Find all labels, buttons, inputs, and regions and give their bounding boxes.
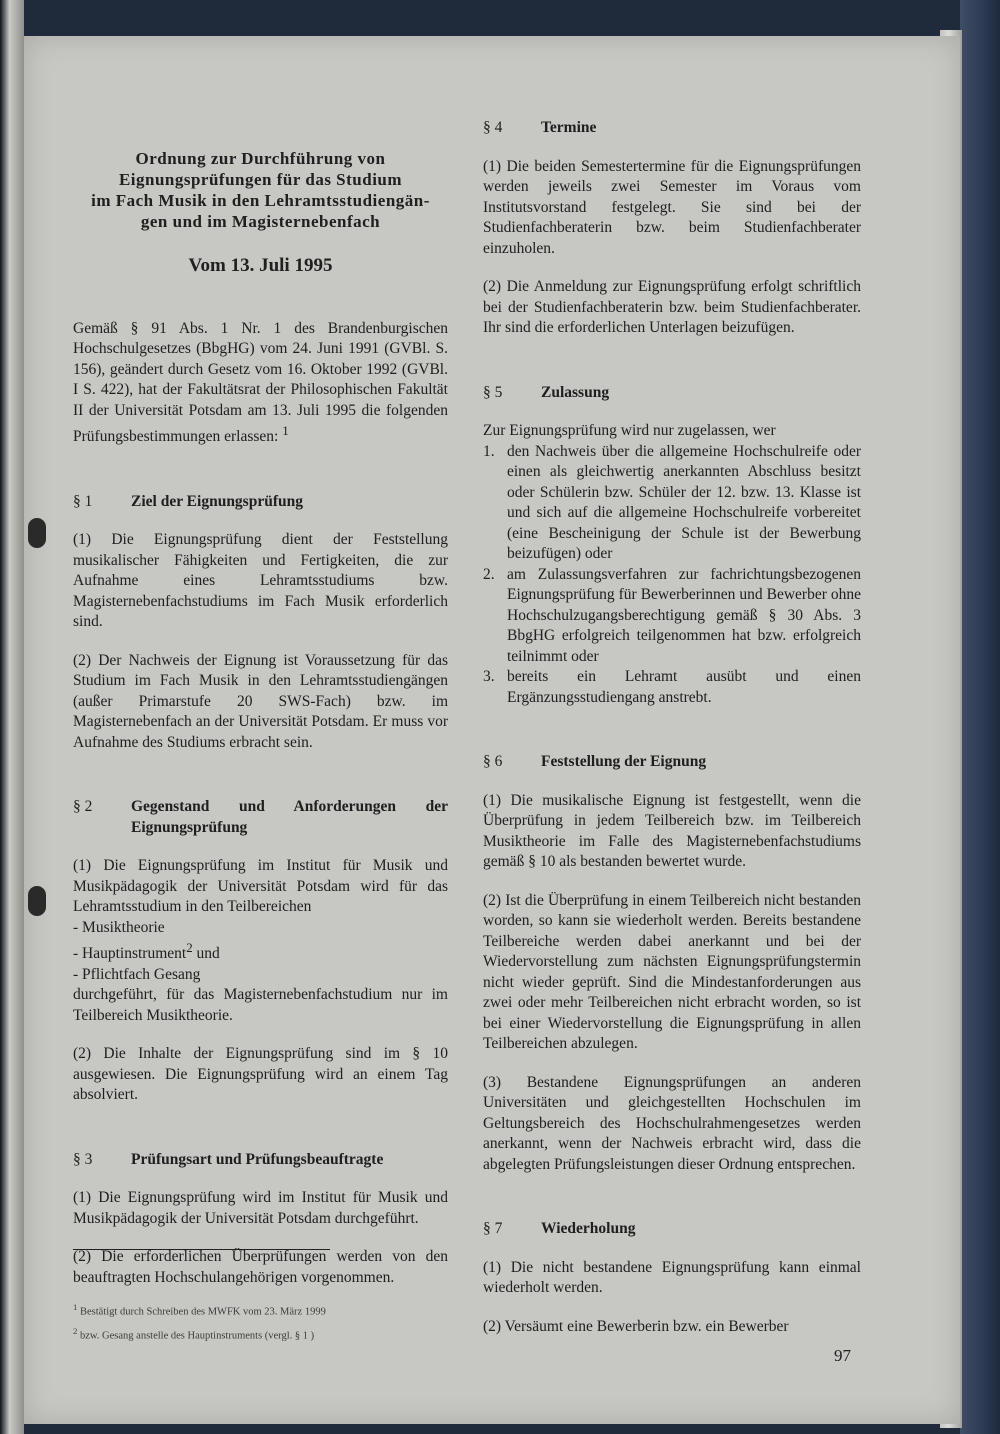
- document-title: [73, 148, 448, 232]
- list-item: [483, 442, 861, 565]
- section-title: Zulassung: [541, 383, 610, 401]
- section-number: § 2: [73, 798, 93, 816]
- footnote: $^2$ bzw. Gesang anstelle des Hauptinstruments (vergl. § 1 ): [73, 1325, 315, 1341]
- book-cover-edge: [960, 0, 1000, 1434]
- paragraph: (3) Bestandene Eignungsprüfungen an anderen Universitäten und gleichgestellten Hochschulen im Geltungsbereich des Hochschulrahmengesetzes werden anerkannt, wenn der Nachweis erbracht wird, dass die abgelegten Prüfungsleistungen dieser Ordnung entsprechen.: [483, 1073, 861, 1173]
- list-number: 1.: [483, 442, 495, 460]
- section-heading-4: [483, 118, 861, 139]
- section-title: Gegenstand und Anforderungen der Eignungsprüfung: [131, 798, 448, 836]
- list-item: [73, 938, 448, 965]
- punch-hole: [28, 886, 46, 916]
- paragraph: (2) Ist die Überprüfung in einem Teilbereich nicht bestanden worden, so kann sie wiederholt werden. Bereits bestandene Teilbereiche werden dabei anerkannt und bei der Wiedervorstellung zum nächsten Eignungsprüfungstermin nicht wieder geprüft. Sind die Mindestanforderungen aus zwei oder mehr Teilbereichen nicht erbracht worden, so ist bei einer Wiedervorstellung die Eignungsprüfung in allen Teilbereichen abzulegen.: [483, 891, 861, 1052]
- punch-hole: [28, 518, 46, 548]
- section-title: Prüfungsart und Prüfungsbeauftragte: [131, 1150, 384, 1168]
- section-heading-3: [73, 1150, 448, 1171]
- paragraph: (1) Die Eignungsprüfung im Institut für Musik und Musikpädagogik der Universität Potsdam wird für das Lehramtsstudium in den Teilbereichen: [73, 857, 448, 916]
- list-number: 3.: [483, 668, 495, 685]
- list-item-text: den Nachweis über die allgemeine Hochschulreife oder einen als gleichwertig anerkannten Abschluss besitzt oder Schülerin bzw. Schüler der 12. bzw. 13. Klasse ist und sich auf die allgemeine Hochschulreife vorbereitet (eine Bescheinigung der Schule ist der Bewerbung beizufügen) oder: [507, 442, 861, 562]
- list-number: 2.: [483, 565, 495, 583]
- title-line: gen und im Magisternebenfach: [140, 212, 381, 231]
- list-item: - Musiktheorie: [73, 918, 165, 936]
- paragraph: (2) Die erforderlichen Überprüfungen werden von den beauftragten Hochschulangehörigen vorgenommen.: [73, 1248, 448, 1286]
- list-item: [483, 565, 861, 668]
- footnote-ref: 2: [186, 940, 193, 956]
- paragraph: (2) Die Anmeldung zur Eignungsprüfung erfolgt schriftlich bei der Studienfachberaterin bzw. beim Studienfachberater. Ihr sind die erforderlichen Unterlagen beizufügen.: [483, 278, 861, 336]
- section-title: Termine: [541, 119, 597, 136]
- section-heading-5: [483, 383, 861, 404]
- section-title: Feststellung der Eignung: [541, 753, 707, 770]
- paragraph: (1) Die Eignungsprüfung dient der Feststellung musikalischer Fähigkeiten und Fertigkeiten, die zur Aufnahme eines Lehramtsstudiums bzw. Magisternebenfachstudiums im Fach Musik erforderlich sind.: [73, 531, 448, 631]
- section-heading-1: [73, 492, 448, 513]
- left-column: [73, 102, 448, 1288]
- admission-list: [483, 442, 861, 709]
- section-number: § 4: [483, 119, 503, 136]
- paragraph: (2) Die Inhalte der Eignungsprüfung sind im § 10 ausgewiesen. Die Eignungsprüfung wird an einem Tag absolviert.: [73, 1045, 448, 1104]
- list-item-text: am Zulassungsverfahren zur fachrichtungsbezogenen Eignungsprüfung für Bewerberinnen und Bewerber ohne Hochschulzugangsberechtigung gemäß § 30 Abs. 3 BbgHG erfolgreich teilgenommen hat bzw. erfolgreich teilnimmt oder: [507, 565, 861, 665]
- paragraph: (1) Die Eignungsprüfung wird im Institut für Musik und Musikpädagogik der Universität Potsdam durchgeführt.: [73, 1189, 448, 1227]
- section-title: Wiederholung: [541, 1220, 636, 1237]
- paragraph: (2) Der Nachweis der Eignung ist Voraussetzung für das Studium im Fach Musik in den Lehramtsstudiengängen (außer Primarstufe 20 SWS-Fach) bzw. im Magisternebenfach an der Universität Potsdam. Er muss vor Aufnahme des Studiums erbracht sein.: [73, 651, 448, 751]
- book-binding-edge: [0, 0, 24, 1434]
- section-number: § 5: [483, 383, 503, 401]
- section-number: § 6: [483, 753, 503, 770]
- footnotes: [73, 1298, 453, 1345]
- list-item-text: - Hauptinstrument: [73, 945, 187, 963]
- preamble: [73, 319, 448, 448]
- footnote: $^1$ Bestätigt durch Schreiben des MWFK vom 23. März 1999: [73, 1302, 326, 1318]
- list-item: [483, 667, 861, 708]
- section-number: § 1: [73, 492, 93, 510]
- footnote-ref: 1: [282, 423, 289, 438]
- preamble-text: Gemäß § 91 Abs. 1 Nr. 1 des Brandenburgischen Hochschulgesetzes (BbgHG) vom 24. Juni 1991 (GVBl. S. 156), geändert durch Gesetz vom 16. Oktober 1992 (GVBl. I S. 422), hat der Fakultätsrat der Philosophischen Fakultät II der Universität Potsdam am 13. Juli 1995 die folgenden Prüfungsbestimmungen erlassen:: [73, 319, 448, 446]
- paragraph: Zur Eignungsprüfung wird nur zugelassen, wer: [483, 422, 776, 439]
- footnote-text: Bestätigt durch Schreiben des MWFK vom 23. März 1999: [80, 1306, 326, 1318]
- page-number: 97: [834, 1346, 851, 1365]
- section-heading-7: [483, 1219, 861, 1240]
- footnote-divider: [73, 1249, 330, 1250]
- list-item: - Pflichtfach Gesang: [73, 965, 201, 983]
- paragraph: (1) Die musikalische Eignung ist festgestellt, wenn die Überprüfung in jedem Teilbereich bzw. im Teilbereich Musiktheorie im Falle des Magisternebenfachstudiums gemäß § 10 als bestanden bewertet wurde.: [483, 791, 861, 870]
- footnote-text: bzw. Gesang anstelle des Hauptinstruments (vergl. § 1 ): [80, 1330, 315, 1341]
- section-title: Ziel der Eignungsprüfung: [131, 492, 303, 510]
- list-item-suffix: und: [192, 945, 220, 963]
- paragraph: (2) Versäumt eine Bewerberin bzw. ein Bewerber: [483, 1317, 789, 1335]
- document-page: [24, 36, 960, 1424]
- paragraph: (1) Die beiden Semestertermine für die Eignungsprüfungen werden jeweils zwei Semester im Voraus vom Institutsvorstand festgelegt. Sie sind bei der Studienfachberaterin bzw. beim Studienfachberater einzuholen.: [483, 157, 861, 257]
- section-number: § 3: [73, 1150, 93, 1168]
- section-heading-6: [483, 752, 861, 773]
- right-column: [483, 102, 861, 1337]
- paragraph: durchgeführt, für das Magisternebenfachstudium nur im Teilbereich Musiktheorie.: [73, 986, 448, 1024]
- paragraph: (1) Die nicht bestandene Eignungsprüfung kann einmal wiederholt werden.: [483, 1258, 861, 1296]
- title-line: im Fach Musik in den Lehramtsstudiengän-: [91, 191, 430, 210]
- title-line: Eignungsprüfungen für das Studium: [118, 170, 403, 189]
- list-item-text: bereits ein Lehramt ausübt und einen Ergänzungsstudiengang anstrebt.: [507, 668, 861, 706]
- document-date: Vom 13. Juli 1995: [188, 255, 333, 276]
- title-line: Ordnung zur Durchführung von: [135, 149, 386, 168]
- section-number: § 7: [483, 1220, 503, 1237]
- section-heading-2: [73, 797, 448, 838]
